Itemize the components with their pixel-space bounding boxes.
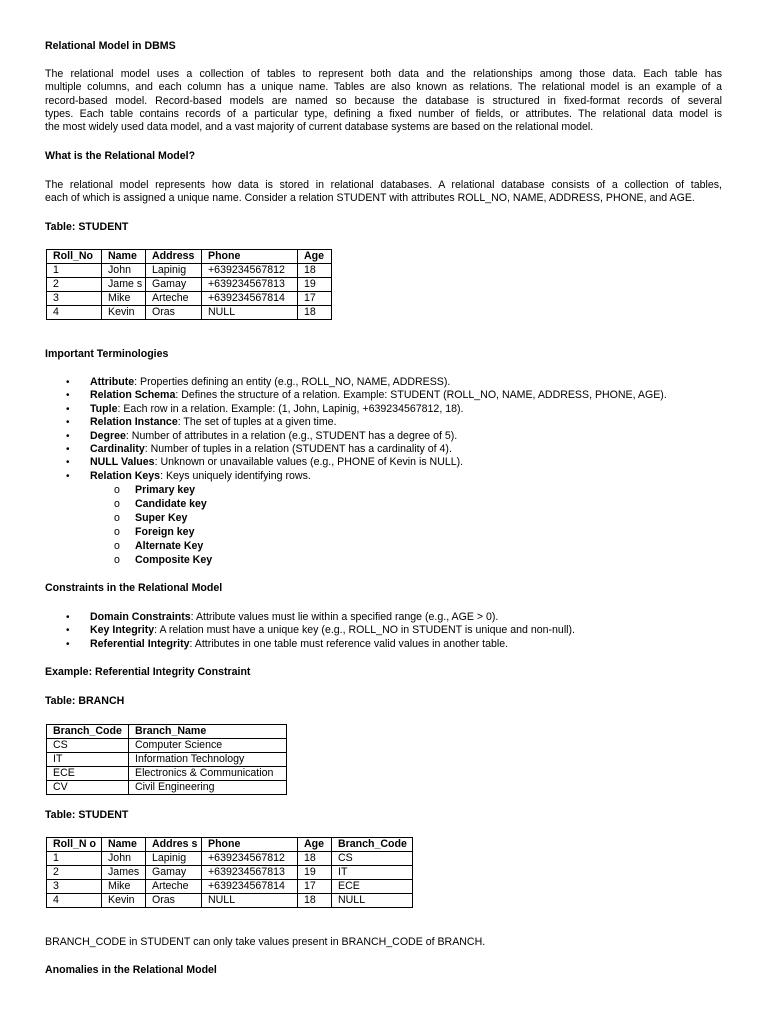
table-cell: ECE [47,767,129,781]
table-cell: NULL [202,306,298,320]
table-row [47,767,287,781]
table-row [47,880,413,894]
table-cell: CS [332,852,413,866]
term-description: : Keys uniquely identifying rows. [160,469,311,482]
table-cell: 17 [298,880,332,894]
table-header-row [47,250,332,264]
list-item [45,456,667,469]
relation-keys-sublist [45,483,212,567]
bullet-icon: • [66,470,70,482]
student-branch-table-caption: Table: STUDENT [45,809,129,821]
list-item [45,376,667,389]
column-header: Roll_N o [47,838,102,852]
table-cell: CV [47,781,129,795]
list-item [45,403,667,416]
table-cell: Lapinig [146,852,202,866]
table-row [47,306,332,320]
list-item [45,511,212,525]
list-item [45,553,212,567]
intro-line: The relational model uses a collection of tables to represent both data and the relationships among those data. Each table has [45,68,722,80]
sub-bullet-icon: o [114,512,120,524]
bullet-icon: • [66,403,70,415]
bullet-icon: • [66,457,70,469]
table-cell: IT [332,866,413,880]
table-row [47,739,287,753]
bullet-icon: • [66,612,70,623]
term-description: : Defines the structure of a relation. Example: STUDENT (ROLL_NO, NAME, ADDRESS, PHONE, AGE). [175,389,667,402]
column-header: Phone [202,838,298,852]
column-header: Name [102,250,146,264]
table-row [47,852,413,866]
table-header-row [47,838,413,852]
table-cell: 2 [47,866,102,880]
student-table [46,249,332,320]
table-row [47,866,413,880]
table-cell: Computer Science [129,739,287,753]
table-cell: John [102,852,146,866]
student-table-caption: Table: STUDENT [45,221,129,233]
column-header: Branch_Code [332,838,413,852]
sub-bullet-icon: o [114,498,120,510]
term-label: Key Integrity [90,624,155,637]
term-label: Referential Integrity [90,637,190,650]
term-label: Domain Constraints [90,611,191,623]
table-cell: Arteche [146,880,202,894]
table-cell: 18 [298,306,332,320]
table-cell: 18 [298,852,332,866]
table-cell: 1 [47,264,102,278]
table-row [47,753,287,767]
sub-bullet-icon: o [114,484,120,496]
branch-table-caption: Table: BRANCH [45,695,125,707]
term-label: Cardinality [90,443,145,456]
key-label: Alternate Key [135,540,204,552]
constraints-heading: Constraints in the Relational Model [45,582,223,594]
list-item [45,638,575,651]
table-cell: Civil Engineering [129,781,287,795]
table-cell: 3 [47,292,102,306]
term-description: : Unknown or unavailable values (e.g., PHONE of Kevin is NULL). [154,456,464,469]
branch-table [46,724,287,795]
list-item [45,624,575,637]
intro-paragraph [45,68,722,134]
table-row [47,781,287,795]
term-description: : Attribute values must lie within a specified range (e.g., AGE > 0). [190,611,499,623]
table-cell: +639234567814 [202,880,298,894]
table-cell: CS [47,739,129,753]
table-cell: ECE [332,880,413,894]
term-label: Tuple [90,402,118,415]
term-description: : The set of tuples at a given time. [177,416,337,429]
table-cell: James [102,866,146,880]
bullet-icon: • [66,390,70,402]
sub-bullet-icon: o [114,540,120,552]
table-cell: Kevin [102,306,146,320]
table-cell: +639234567814 [202,292,298,306]
table-cell: 4 [47,894,102,908]
column-header: Phone [202,250,298,264]
list-item [45,389,667,402]
table-cell: Mike [102,292,146,306]
term-label: Relation Instance [90,416,178,429]
table-cell: 2 [47,278,102,292]
term-description: : Attributes in one table must reference valid values in another table. [189,637,509,650]
column-header: Addres s [146,838,202,852]
what-line: The relational model represents how data is stored in relational databases. A relational database consists of a collection of tables, [45,179,722,191]
table-cell: NULL [202,894,298,908]
intro-line: types. Each table contains records of a particular type, defining a fixed number of fields, or attributes. The relational data model is [45,107,722,120]
column-header: Branch_Name [129,725,287,739]
table-cell: +639234567812 [202,264,298,278]
column-header: Address [146,250,202,264]
term-label: Relation Keys [90,469,161,482]
table-cell: 3 [47,880,102,894]
table-row [47,292,332,306]
key-label: Foreign key [135,526,195,538]
table-cell: 17 [298,292,332,306]
example-heading: Example: Referential Integrity Constraint [45,666,251,678]
table-cell: NULL [332,894,413,908]
bullet-icon: • [66,430,70,442]
bullet-icon: • [66,417,70,429]
key-label: Super Key [135,512,188,524]
anomalies-heading: Anomalies in the Relational Model [45,964,217,976]
terminologies-heading: Important Terminologies [45,348,169,360]
key-label: Candidate key [135,498,207,510]
key-label: Composite Key [135,554,213,566]
list-item [45,470,667,483]
column-header: Roll_No [47,250,102,264]
bullet-icon: • [66,638,70,650]
table-cell: +639234567813 [202,866,298,880]
column-header: Age [298,250,332,264]
table-cell: Arteche [146,292,202,306]
table-cell: Kevin [102,894,146,908]
term-description: : Number of tuples in a relation (STUDENT has a cardinality of 4). [144,443,452,456]
table-cell: 1 [47,852,102,866]
intro-line: record-based model. Record-based models are named so because the database is structured in fixed-format records of several [45,94,722,107]
table-cell: 18 [298,264,332,278]
table-cell: Oras [146,894,202,908]
terminologies-list [45,376,667,483]
sub-bullet-icon: o [114,554,120,566]
table-cell: 19 [298,278,332,292]
table-cell: Jame s [102,278,146,292]
table-cell: +639234567813 [202,278,298,292]
table-row [47,278,332,292]
column-header: Age [298,838,332,852]
table-cell: 4 [47,306,102,320]
bullet-icon: • [66,625,70,637]
table-cell: Mike [102,880,146,894]
term-label: Degree [90,429,126,442]
bullet-icon: • [66,377,70,388]
term-description: : Properties defining an entity (e.g., ROLL_NO, NAME, ADDRESS). [134,376,451,388]
table-cell: Information Technology [129,753,287,767]
what-heading: What is the Relational Model? [45,150,196,162]
term-description: : Each row in a relation. Example: (1, John, Lapinig, +639234567812, 18). [117,402,464,415]
what-line: each of which is assigned a unique name. Consider a relation STUDENT with attributes ROLL_NO, NAME, ADDRESS, PHONE, and AGE. [45,192,695,205]
list-item [45,483,212,497]
list-item [45,497,212,511]
constraints-list [45,611,575,651]
what-paragraph [45,179,722,206]
intro-line: the most widely used data model, and a vast majority of current database systems are based on the relational model. [45,121,594,134]
list-item [45,416,667,429]
sub-bullet-icon: o [114,526,120,538]
term-description: : A relation must have a unique key (e.g., ROLL_NO in STUDENT is unique and non-null). [154,624,576,637]
table-cell: Electronics & Communication [129,767,287,781]
column-header: Name [102,838,146,852]
term-label: NULL Values [90,456,155,469]
column-header: Branch_Code [47,725,129,739]
list-item [45,430,667,443]
intro-line: multiple columns, and each column has a unique name. Tables are also known as relations. The relational model is an example of a [45,81,722,94]
table-header-row [47,725,287,739]
table-cell: IT [47,753,129,767]
student-branch-table [46,837,413,908]
list-item [45,525,212,539]
table-cell: 18 [298,894,332,908]
branch-note: BRANCH_CODE in STUDENT can only take values present in BRANCH_CODE of BRANCH. [45,936,486,948]
key-label: Primary key [135,484,196,496]
term-label: Attribute [90,376,135,388]
document-title: Relational Model in DBMS [45,40,176,52]
table-cell: +639234567812 [202,852,298,866]
list-item [45,539,212,553]
table-cell: 19 [298,866,332,880]
table-row [47,264,332,278]
table-cell: Gamay [146,278,202,292]
bullet-icon: • [66,444,70,456]
list-item [45,611,575,624]
table-cell: Oras [146,306,202,320]
table-cell: Lapinig [146,264,202,278]
list-item [45,443,667,456]
term-description: : Number of attributes in a relation (e.g., STUDENT has a degree of 5). [125,429,458,442]
table-cell: John [102,264,146,278]
table-row [47,894,413,908]
term-label: Relation Schema [90,389,176,402]
table-cell: Gamay [146,866,202,880]
